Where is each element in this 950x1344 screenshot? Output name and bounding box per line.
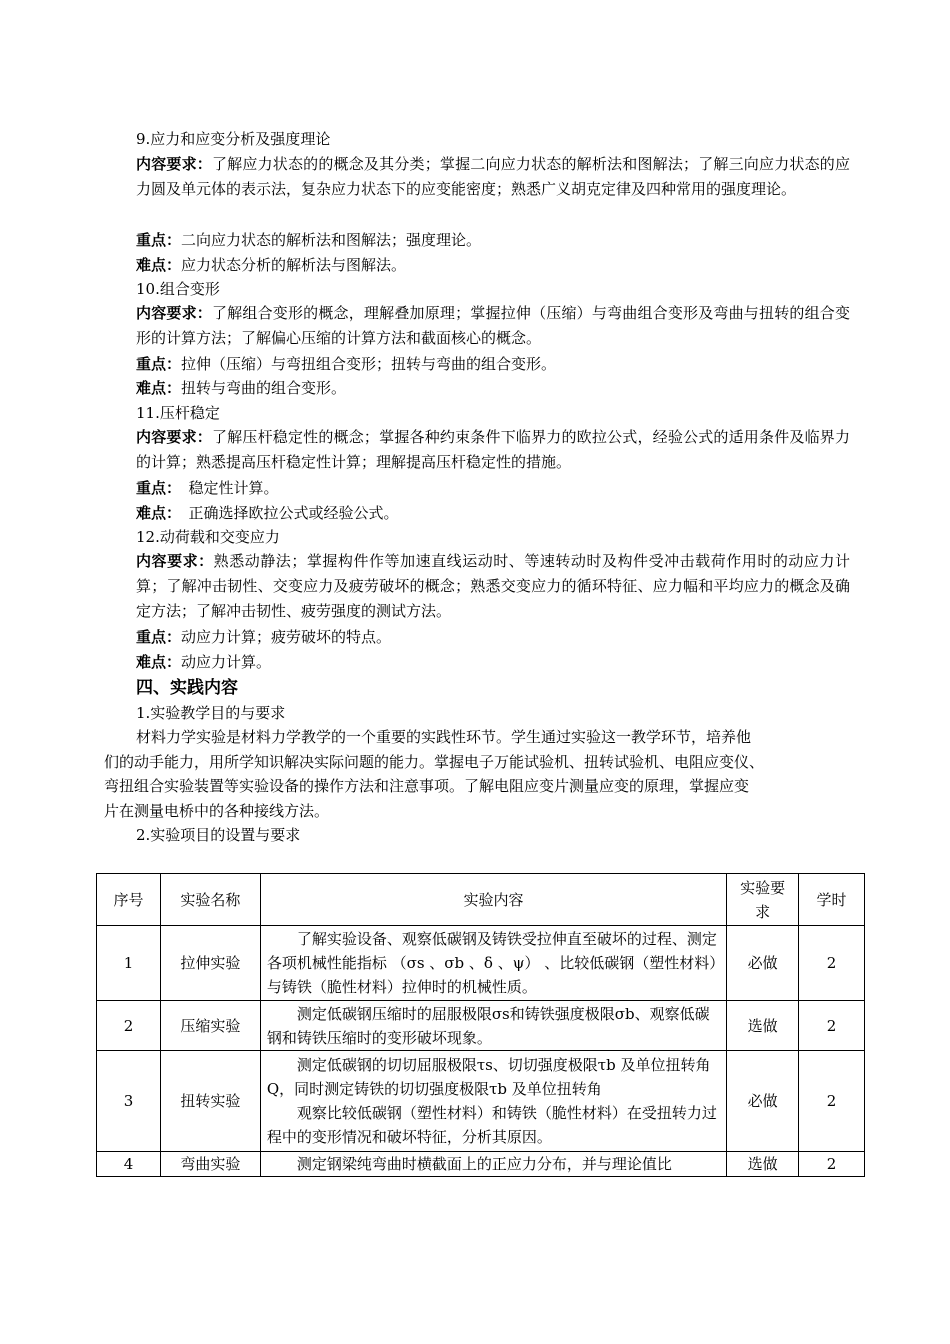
sec9-req-text: 了解应力状态的的概念及其分类；掌握二向应力状态的解析法和图解法；了解三向应力状态的应力圆及单元体的表示法，复杂应力状态下的应变能密度；熟悉广义胡克定律及四种常用的强度理论。 [136, 155, 850, 198]
sec12-title: 12.动荷载和交变应力 [136, 528, 280, 546]
cell-requirement: 选做 [727, 1152, 799, 1177]
practice-para-line: 材料力学实验是材料力学教学的一个重要的实践性环节。学生通过实验这一教学环节，培养他 [136, 728, 752, 746]
table-row [97, 1152, 865, 1177]
cell-no: 3 [97, 1051, 161, 1152]
sec9-diff-label: 难点： [136, 256, 182, 274]
sec12-diff-label: 难点： [136, 653, 182, 671]
sec11-difficulty [104, 501, 850, 526]
practice-para-line: 弯扭组合实验装置等实验设备的操作方法和注意事项。了解电阻应变片测量应变的原理，掌握应变 [104, 777, 750, 795]
sec11-key [104, 476, 850, 501]
content-para: 测定低碳钢的切切屈服极限τs、切切强度极限τb 及单位扭转角Q，同时测定铸铁的切切强度极限τb 及单位扭转角 [266, 1056, 711, 1098]
sec9-title: 9.应力和应变分析及强度理论 [136, 130, 331, 148]
cell-name: 拉伸实验 [160, 926, 260, 1001]
sec10-key [104, 352, 850, 377]
content-para: 测定钢梁纯弯曲时横截面上的正应力分布，并与理论值比 [296, 1155, 672, 1173]
cell-requirement: 选做 [727, 1001, 799, 1051]
sec10-requirement [104, 301, 850, 351]
header-hours: 学时 [799, 874, 865, 926]
sec11-diff-text: 正确选择欧拉公式或经验公式。 [173, 504, 399, 522]
sec9-req-label: 内容要求： [136, 155, 212, 173]
sec10-difficulty [104, 376, 850, 401]
experiment-table [96, 873, 865, 1177]
sec12-diff-text: 动应力计算。 [181, 653, 272, 671]
header-name: 实验名称 [160, 874, 260, 926]
sec12-req-text: 熟悉动静法；掌握构件作等加速直线运动时、等速转动时及构件受冲击载荷作用时的动应力计算；了解冲击韧性、交变应力及疲劳破坏的概念；熟悉交变应力的循环特征、应力幅和平均应力的概念及确定方法；了解冲击韧性、疲劳强度的测试方法。 [136, 552, 850, 620]
cell-hours: 2 [799, 926, 865, 1001]
sec10-key-label: 重点： [136, 355, 182, 373]
header-content: 实验内容 [260, 874, 726, 926]
cell-hours: 2 [799, 1001, 865, 1051]
cell-content [260, 926, 726, 1001]
sec10-req-label: 内容要求： [136, 304, 212, 322]
cell-requirement: 必做 [727, 926, 799, 1001]
cell-name: 扭转实验 [160, 1051, 260, 1152]
cell-requirement: 必做 [727, 1051, 799, 1152]
cell-hours: 2 [799, 1051, 865, 1152]
header-no: 序号 [97, 874, 161, 926]
sec9-diff-text: 应力状态分析的解析法与图解法。 [181, 256, 407, 274]
practice-para-line: 们的动手能力，用所学知识解决实际问题的能力。掌握电子万能试验机、扭转试验机、电阻应变仪、 [104, 753, 765, 771]
content-para: 了解实验设备、观察低碳钢及铸铁受拉伸直至破坏的过程、测定各项机械性能指标 （σs 、σb 、δ 、ψ） 、比较低碳钢（塑性材料）与铸铁（脆性材料）拉伸时的机械性质。 [266, 930, 717, 996]
cell-no: 4 [97, 1152, 161, 1177]
cell-content [260, 1152, 726, 1177]
practice-para-line: 片在测量电桥中的各种接线方法。 [104, 802, 330, 820]
cell-content [260, 1001, 726, 1051]
content-para: 观察比较低碳钢（塑性材料）和铸铁（脆性材料）在受扭转力过程中的变形情况和破坏特征，分析其原因。 [266, 1104, 717, 1146]
sec9-key-text: 二向应力状态的解析法和图解法；强度理论。 [181, 231, 482, 249]
sec11-title: 11.压杆稳定 [136, 404, 220, 422]
table-header-row [97, 874, 865, 926]
table-row [97, 926, 865, 1001]
sec11-key-text: 稳定性计算。 [173, 479, 279, 497]
sec9-difficulty [104, 253, 850, 278]
sec12-key [104, 625, 850, 650]
content-para: 测定低碳钢压缩时的屈服极限σs和铸铁强度极限σb、观察低碳钢和铸铁压缩时的变形破坏现象。 [266, 1004, 710, 1047]
table-row [97, 1051, 865, 1152]
cell-hours: 2 [799, 1152, 865, 1177]
practice-sub1: 1.实验教学目的与要求 [136, 704, 286, 722]
sec12-difficulty [104, 650, 850, 675]
practice-sub2: 2.实验项目的设置与要求 [136, 826, 301, 844]
sec11-req-text: 了解压杆稳定性的概念；掌握各种约束条件下临界力的欧拉公式，经验公式的适用条件及临界力的计算；熟悉提高压杆稳定性计算；理解提高压杆稳定性的措施。 [136, 428, 850, 471]
sec11-key-label: 重点： [136, 479, 174, 497]
table-row [97, 1001, 865, 1051]
cell-no: 1 [97, 926, 161, 1001]
sec12-req-label: 内容要求： [136, 552, 214, 570]
sec9-requirement [104, 152, 850, 202]
sec10-diff-text: 扭转与弯曲的组合变形。 [181, 379, 347, 397]
sec10-key-text: 拉伸（压缩）与弯扭组合变形；扭转与弯曲的组合变形。 [181, 355, 557, 373]
cell-name: 弯曲实验 [160, 1152, 260, 1177]
practice-heading: 四、实践内容 [136, 678, 238, 698]
sec10-title: 10.组合变形 [136, 280, 220, 298]
sec11-req-label: 内容要求： [136, 428, 212, 446]
sec10-req-text: 了解组合变形的概念，理解叠加原理；掌握拉伸（压缩）与弯曲组合变形及弯曲与扭转的组合变形的计算方法；了解偏心压缩的计算方法和截面核心的概念。 [136, 304, 850, 347]
sec12-key-label: 重点： [136, 628, 182, 646]
sec12-requirement [104, 549, 850, 624]
sec10-diff-label: 难点： [136, 379, 182, 397]
sec9-key-label: 重点： [136, 231, 182, 249]
sec12-key-text: 动应力计算；疲劳破坏的特点。 [181, 628, 392, 646]
sec11-requirement [104, 425, 850, 475]
sec9-key [104, 228, 850, 253]
cell-name: 压缩实验 [160, 1001, 260, 1051]
sec11-diff-label: 难点： [136, 504, 174, 522]
cell-content [260, 1051, 726, 1152]
header-requirement: 实验要求 [727, 874, 799, 926]
cell-no: 2 [97, 1001, 161, 1051]
